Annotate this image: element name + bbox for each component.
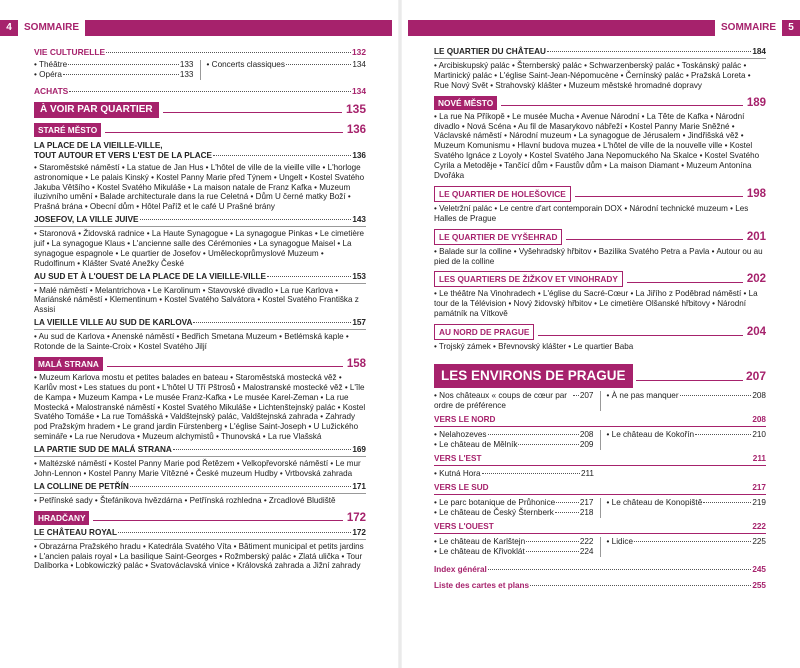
toc-a-ne-pas-manquer[interactable]: • À ne pas manquer 208 <box>607 391 767 401</box>
left-header-bar <box>0 20 392 36</box>
toc-vie-culturelle[interactable]: VIE CULTURELLE 132 <box>34 47 366 57</box>
toc-au-sud[interactable]: AU SUD ET À L'OUEST DE LA PLACE DE LA VIEILLE-VILLE 153 <box>34 271 366 281</box>
toc-vieille-ville-karlova[interactable]: LA VIEILLE VILLE AU SUD DE KARLOVA 157 <box>34 318 366 328</box>
toc-nove-mesto[interactable]: NOVÉ MĚSTO 189 <box>434 96 766 110</box>
toc-krivoklat[interactable]: • Le château de Křivoklát 224 <box>434 547 594 557</box>
colline-petrin-desc: • Petřínské sady • Štefánikova hvězdárna • Petřínská rozhledna • Zrcadlové Bludiště <box>34 495 336 505</box>
mala-strana-desc: • Muzeum Karlova mostu et petites balades en bateau • Staroměstská mostecká věž • Karlův most • Les statues du pont • L'hôtel U Tří Pštrosů • Malostranské mostecké věž • L'île de Kampa • Muzeum Kampa • Le musée Franz-Kafka • Le musée Karel-Zeman • La rue Mostecká • Malostranské náměstí • Kostel Svatého Mikuláše • Lichtenštejnský palác • Kostel Svatého Tomáše • La rue Tomášská • Valdštejnský palác, Valdštejnská zahrada • Zahrady pod Pražským hradem • Le grand jardin Fürstenberg • L'église Saint-Joseph • U Lužického semináře • La rue Nerudova • Muzeum alchymistů • Thunovská • La rue Vlašská <box>34 372 366 442</box>
toc-quartier-chateau[interactable]: LE QUARTIER DU CHÂTEAU 184 <box>434 47 766 56</box>
toc-theatre[interactable]: • Théâtre 133 <box>34 60 194 70</box>
quartier-chateau-desc: • Arcibiskupský palác • Šternberský palác • Schwarzenberský palác • Toskánský palác • Martinický palác • L'église Saint-Jean-Népomucène • Černínský palác • Pražská Loreta • Rue Nový Svět • Strahovský klášter • Muzeum městské hromadné dopravy <box>434 61 751 90</box>
right-page-number: 5 <box>788 21 794 33</box>
chateau-royal-desc: • Obrazárna Pražského hradu • Katedrála Svatého Víta • Bâtiment municipal et petits jardins • L'ancien palais royal • La basilique Saint-Georges • Rožmberský palác • Zlatá ulička • Tour Daliborka • Lobkowiczký palác • Svatováclavská vinice • Královská zahrada a Jižní zahrady <box>34 541 364 571</box>
toc-partie-sud[interactable]: LA PARTIE SUD DE MALÁ STRANA 169 <box>34 444 366 454</box>
au-nord-desc: • Trojský zámek • Břevnovský klášter • Le quartier Baba <box>434 342 634 352</box>
toc-konopiste[interactable]: • Le château de Konopiště 219 <box>607 498 767 508</box>
toc-kokorin[interactable]: • Le château de Kokořín 210 <box>607 430 767 440</box>
toc-lidice[interactable]: • Lidice 225 <box>607 537 767 547</box>
toc-melnik[interactable]: • Le château de Mělník 209 <box>434 440 594 450</box>
toc-karlstejn[interactable]: • Le château de Karlštejn 222 <box>434 537 594 547</box>
toc-achats[interactable]: ACHATS 134 <box>34 86 366 97</box>
toc-cesky-sternberk[interactable]: • Le château de Český Šternberk 218 <box>434 508 594 518</box>
toc-concerts[interactable]: • Concerts classiques 134 <box>207 60 367 70</box>
holesovice-desc: • Veletržní palác • Le centre d'art contemporain DOX • Národní technické muzeum • Les Halles de Prague <box>434 203 749 223</box>
toc-holesovice[interactable]: LE QUARTIER DE HOLEŠOVICE 198 <box>434 186 766 202</box>
toc-mala-strana[interactable]: MALÁ STRANA 158 <box>34 357 366 371</box>
toc-place-vieille-ville[interactable]: LA PLACE DE LA VIEILLE-VILLE, TOUT AUTOUR ET VERS L'EST DE LA PLACE 136 <box>34 140 366 160</box>
right-page <box>400 0 800 668</box>
toc-nos-chateaux[interactable]: • Nos châteaux « coups de cœur par ordre de préférence 207 <box>434 391 594 411</box>
toc-chateau-royal[interactable]: LE CHÂTEAU ROYAL 172 <box>34 527 366 537</box>
toc-stare-mesto[interactable]: STARÉ MĚSTO 136 <box>34 123 366 137</box>
partie-sud-desc: • Maltézské náměstí • Kostel Panny Marie pod Řetězem • Velkopřevorské náměstí • Le mur John-Lennon • Kostel Panny Marie Vítězné • České muzeum Hudby • Vrtbovská zahrada <box>34 458 361 478</box>
right-content <box>434 44 766 591</box>
left-page-number: 4 <box>6 21 12 33</box>
sud-items <box>434 498 766 518</box>
toc-au-nord[interactable]: AU NORD DE PRAGUE 204 <box>434 324 766 340</box>
toc-a-voir-par-quartier[interactable]: À VOIR PAR QUARTIER 135 <box>34 102 366 118</box>
ouest-items <box>434 537 766 557</box>
toc-vysehrad[interactable]: LE QUARTIER DE VYŠEHRAD 201 <box>434 229 766 245</box>
toc-vers-l-ouest[interactable]: VERS L'OUEST 222 <box>434 522 766 532</box>
est-items <box>434 469 766 479</box>
right-header-title: SOMMAIRE <box>715 20 782 36</box>
toc-hradcany[interactable]: HRADČANY 172 <box>34 511 366 525</box>
zizkov-desc: • Le théâtre Na Vinohradech • L'église du Sacré-Cœur • La Jiřího z Poděbrad náměstí • La tour de la Télévision • Nový židovský hřbitov • Le cimetière Olšanské hřbitovy • Národní památník na Vítkově <box>434 289 758 319</box>
toc-josefov[interactable]: JOSEFOV, LA VILLE JUIVE 143 <box>34 215 366 225</box>
nord-items <box>434 430 766 450</box>
toc-vers-le-sud[interactable]: VERS LE SUD 217 <box>434 483 766 493</box>
nove-mesto-desc: • La rue Na Příkopě • Le musée Mucha • Avenue Národní • La Tête de Kafka • Národní divadlo • Nová Scéna • Au fil de Masarykovo nábřeží • Kostel Panny Marie Sněžné • Václavské náměstí • Národní muzeum • La synagogue de Jérusalem • Jindřišská věž • Muzeum Komunismu • Hlavní budova muzea • L'hôtel de ville de la nouvelle ville • Kostel Svatého Ignáce z Loyoly • Kostel Svatého Jana Nepomuckého Na Skalce • Kostel Svatého Cyrila a Metoděje • Tančící dům • Faustův dům • La maison Diamant • Muzeum Antonína Dvořáka <box>434 111 760 180</box>
place-vieille-ville-desc: • Staroměstské náměstí • La statue de Jan Hus • L'hôtel de ville de la vieille ville • L'horloge astronomique • Le palais Kinský • Kostel Panny Marie před Týnem • Ungelt • Kostel Svatého Jakuba Většího • Kostel Svatého Mikuláše • La maison natale de Franz Kafka • Muzeum iluzivního umění • Balade architecturale dans la rue Celetná • Dům U černé matky Boží • Prašná brána • Obecní dům • Hôtel Paříž et le café U Prašné brány <box>34 162 365 212</box>
toc-liste-cartes[interactable]: Liste des cartes et plans 255 <box>434 581 766 591</box>
toc-vers-l-est[interactable]: VERS L'EST 211 <box>434 454 766 464</box>
toc-index-general[interactable]: Index général 245 <box>434 565 766 575</box>
toc-pruhonice[interactable]: • Le parc botanique de Průhonice 217 <box>434 498 594 508</box>
vysehrad-desc: • Balade sur la colline • Vyšehradský hřbitov • Bazilika Svatého Petra a Pavla • Autour ou au pied de la colline <box>434 246 763 266</box>
vie-culturelle-items <box>34 60 366 80</box>
toc-colline-petrin[interactable]: LA COLLINE DE PETŘÍN 171 <box>34 481 366 491</box>
right-header-bar <box>408 20 800 36</box>
toc-opera[interactable]: • Opéra 133 <box>34 70 194 80</box>
toc-zizkov-vinohrady[interactable]: LES QUARTIERS DE ŽIŽKOV ET VINOHRADY 202 <box>434 271 766 287</box>
left-header-title: SOMMAIRE <box>18 20 85 36</box>
vieille-ville-desc: • Au sud de Karlova • Anenské náměstí • Bedřich Smetana Muzeum • Betlémská kaple • Rotonde de la Sainte-Croix • Kostel Svatého Jiljí <box>34 332 349 351</box>
environs-intro <box>434 391 766 411</box>
josefov-desc: • Staronová • Židovská radnice • La Haute Synagogue • La synagogue Pinkas • Le cimetière juif • La synagogue Klaus • L'ancienne salle des Cérémonies • La synagogue Maisel • La synagogue espagnole • Le quartier de Josefov • Uměleckoprůmyslové Muzeum • Rudolfinum • Klášter Svaté Anežky České <box>34 229 365 268</box>
toc-kutna-hora[interactable]: • Kutná Hora 211 <box>434 469 594 479</box>
toc-environs[interactable]: LES ENVIRONS DE PRAGUE 207 <box>434 364 766 388</box>
au-sud-desc: • Malé náměstí • Melantrichova • Le Karolinum • Stavovské divadlo • La rue Karlova • Mariánské náměstí • Klementinum • Kostel Svatého Salvátora • Kostel Svatého Františka z Assisi <box>34 285 359 315</box>
toc-nelahozeves[interactable]: • Nelahozeves 208 <box>434 430 594 440</box>
left-content <box>34 44 366 571</box>
toc-vers-le-nord[interactable]: VERS LE NORD 208 <box>434 415 766 425</box>
